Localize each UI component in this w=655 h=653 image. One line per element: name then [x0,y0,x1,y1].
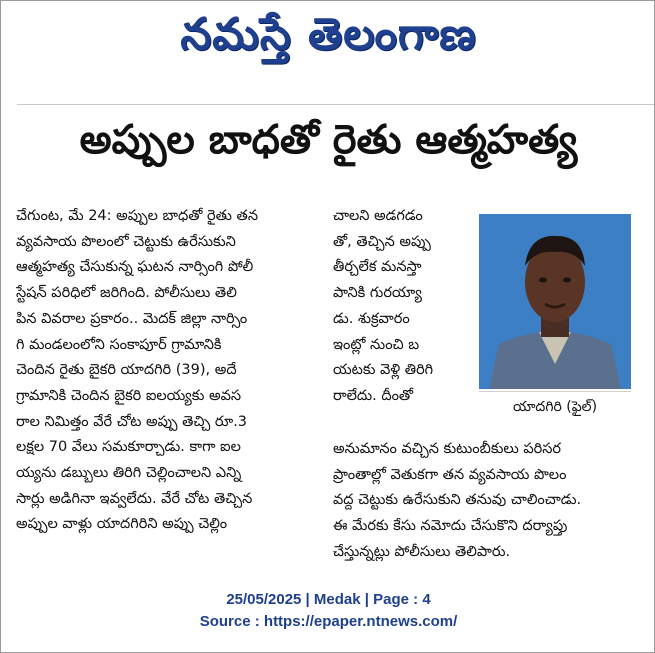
article-line: గ్రామానికి చెందిన బైకరి ఐలయ్యకు అవస [16,387,242,404]
article-line: చేగుంట, మే 24: అప్పుల బాధతో రైతు తన [16,208,259,224]
masthead-divider [17,104,655,105]
article-line: వద్ద చెట్టుకు ఉరేసుకుని తనువు చాలించాడు. [333,492,582,509]
article-line: వ్యవసాయ పొలంలో చెట్టుకు ఉరేసుకుని [16,233,236,250]
article-line: స్టేషన్ పరిధిలో జరిగింది. పోలీసులు తెలి [16,285,237,302]
headline [1,117,655,187]
article-line: య్యను డబ్బులు తిరిగి చెల్లించాలని ఎన్ని [16,465,242,482]
masthead [1,9,655,79]
portrait-image [479,214,631,389]
article-line: తో, తెచ్చిన అప్పు [333,233,431,250]
article-line: డు. శుక్రవారం [333,310,410,327]
article-line: ప్రాంతాల్లో వెతుకగా తన వ్యవసాయ పొలం [333,466,567,483]
article-line: సార్లు అడిగినా ఇవ్వలేదు. వేరే చోట తెచ్చిన [16,490,253,507]
article-line: పానికి గురయ్యా [333,285,422,302]
article-line: అప్పుల వాళ్లు యాదగిరిని అప్పు చెల్లిం [16,516,228,533]
article-line: రాలేదు. దీంతో [333,387,414,404]
footer [1,589,655,633]
article-line: యటకు వెళ్లి తిరిగి [333,362,434,379]
article-line: తీర్చలేక మనస్తా [333,259,422,276]
article-line: లక్షల 70 వేలు సమకూర్చాడు. కాగా ఐల [16,439,241,456]
article-line: గి మండలంలోని సంకాపూర్ గ్రామానికి [16,336,222,353]
article-line: పిన వివరాల ప్రకారం.. మెదక్ జిల్లా నార్సిం [16,310,248,327]
article-line: చేస్తున్నట్లు పోలీసులు తెలిపారు. [333,543,511,560]
article-line: రాల నిమిత్తం వేరే చోట అప్పు తెచ్చి రూ.3 [16,413,248,430]
article-bottom-column [333,437,643,566]
article-line: ఈ మేరకు కేసు నమోదు చేసుకొని దర్యాప్తు [333,518,568,535]
article-left-column [16,204,316,538]
farmer-photo [479,214,631,389]
headline-text: అప్పుల బాధతో రైతు ఆత్మహత్య [79,117,578,163]
article-line: ఆత్మహత్య చేసుకున్న ఘటన నార్సింగి పోలీ [16,259,254,276]
article-line: అనుమానం వచ్చిన కుటుంబీకులు పరిసర [333,441,562,457]
masthead-title: నమస్తే తెలంగాణ [180,9,477,60]
photo-caption: యాదగిరి (ఫైల్) [479,391,631,422]
article-line: ఇంట్లో నుంచి బ [333,336,420,353]
footer-date-line: 25/05/2025 | Medak | Page : 4 [226,591,431,608]
article-line: చెందిన రైతు బైకరి యాదగిరి (39), అదే [16,362,237,379]
article-line: చాలని అడగడం [333,208,423,224]
article-middle-column [333,204,471,410]
footer-source-line: Source : https://epaper.ntnews.com/ [199,613,458,630]
